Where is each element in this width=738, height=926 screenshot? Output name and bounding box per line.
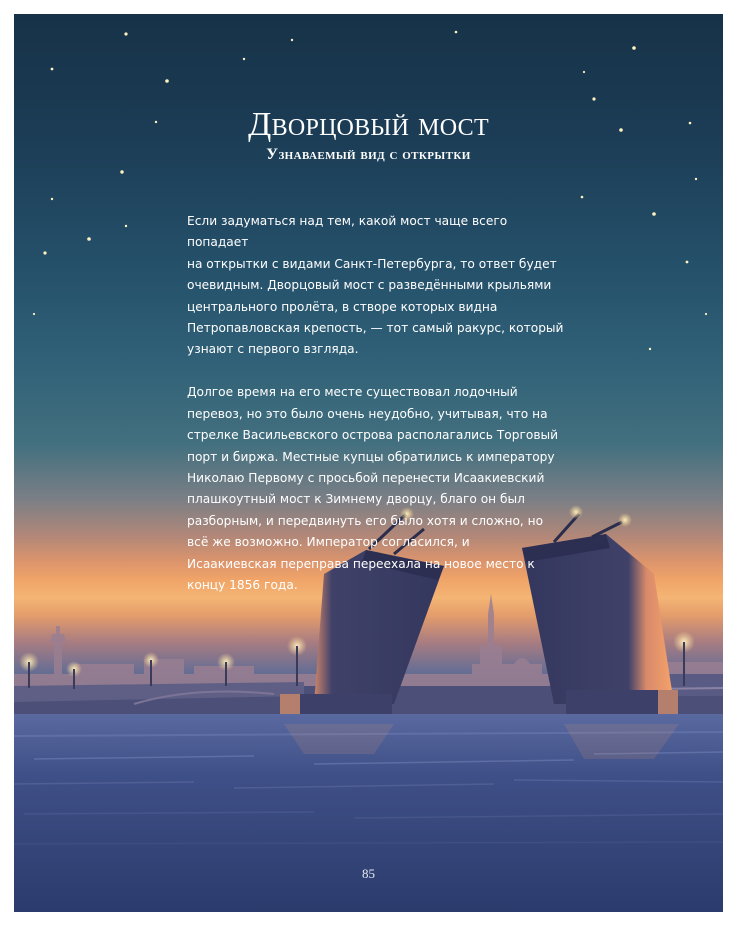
text-line: плашкоутный мост к Зимнему дворцу, благо он был (187, 492, 525, 507)
text-line: Петропавловская крепость, — тот самый ракурс, который (187, 321, 564, 336)
page-title: Дворцовый мост (248, 106, 489, 143)
text-line: Николаю Первому с просьбой перенести Исаакиевский (187, 470, 545, 485)
text-line: концу 1856 года. (187, 578, 298, 592)
text-line: Исаакиевская переправа переехала на новое место к (187, 556, 535, 571)
text-line: разборным, и передвинуть его было хотя и сложно, но (187, 513, 544, 528)
page-number: 85 (362, 866, 375, 881)
text-line: очевидным. Дворцовый мост с разведёнными крыльями (187, 278, 552, 293)
text-line: Если задуматься над тем, какой мост чаще всего попадает (187, 214, 508, 250)
article-body (187, 211, 567, 618)
text-line: порт и биржа. Местные купцы обратились к императору (187, 449, 555, 464)
paragraph-2 (187, 382, 567, 596)
text-line: стрелке Васильевского острова располагались Торговый (187, 428, 559, 443)
text-line: всё же возможно. Император согласился, и (187, 535, 470, 550)
page-subtitle: Узнаваемый вид с открытки (266, 146, 471, 163)
text-line: перевоз, но это было очень неудобно, учитывая, что на (187, 406, 548, 421)
text-line: на открытки с видами Санкт-Петербурга, то ответ будет (187, 256, 557, 271)
river-neva (14, 714, 723, 912)
book-page (14, 14, 723, 912)
text-line: узнают с первого взгляда. (187, 342, 359, 357)
paragraph-1 (187, 211, 567, 361)
text-line: Долгое время на его месте существовал лодочный (187, 385, 518, 400)
text-line: центрального пролёта, в створе которых видна (187, 299, 498, 314)
